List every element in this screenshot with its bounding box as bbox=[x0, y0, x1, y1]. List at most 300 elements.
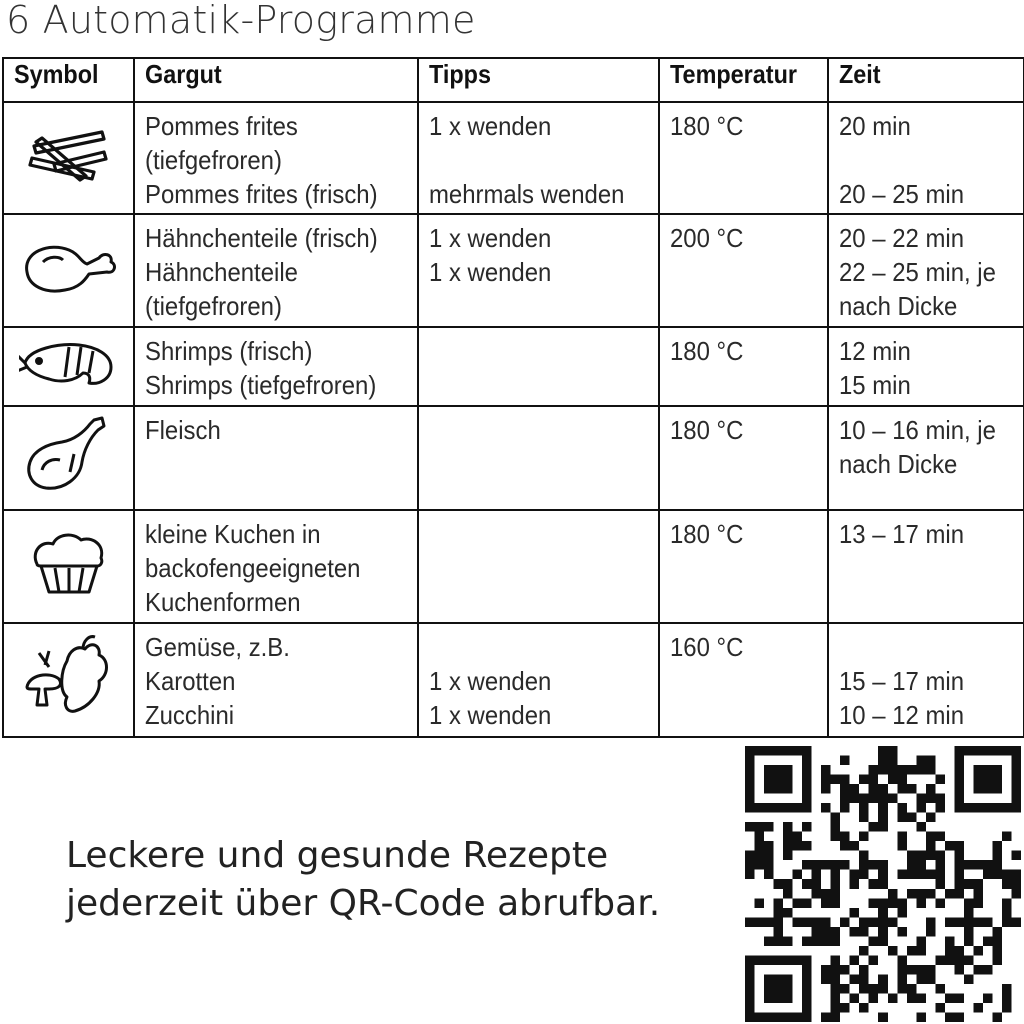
qr-module bbox=[821, 889, 831, 899]
qr-module bbox=[992, 746, 1002, 756]
qr-module bbox=[802, 879, 812, 889]
qr-module bbox=[992, 803, 1002, 813]
qr-module bbox=[812, 889, 822, 899]
tipps-text: 1 x wenden bbox=[429, 257, 552, 287]
qr-module bbox=[954, 756, 964, 766]
qr-module bbox=[745, 775, 755, 785]
qr-module bbox=[992, 870, 1002, 880]
gargut-line bbox=[145, 221, 417, 255]
qr-module bbox=[774, 936, 784, 946]
gargut-line bbox=[145, 334, 417, 368]
qr-module bbox=[793, 955, 803, 965]
qr-module bbox=[755, 822, 765, 832]
qr-module bbox=[907, 993, 917, 1003]
qr-module bbox=[783, 879, 793, 889]
qr-module bbox=[831, 984, 841, 994]
tipps-line bbox=[429, 143, 658, 177]
qr-module bbox=[783, 851, 793, 861]
qr-module bbox=[859, 775, 869, 785]
qr-module bbox=[783, 993, 793, 1003]
qr-module bbox=[907, 860, 917, 870]
qr-module bbox=[802, 917, 812, 927]
qr-module bbox=[745, 746, 755, 756]
qr-module bbox=[802, 860, 812, 870]
qr-module bbox=[926, 756, 936, 766]
qr-module bbox=[840, 965, 850, 975]
qr-module bbox=[916, 860, 926, 870]
zeit-text: nach Dicke bbox=[839, 291, 958, 321]
qr-module bbox=[897, 813, 907, 823]
qr-module bbox=[1002, 870, 1012, 880]
tipps-line bbox=[429, 664, 658, 698]
qr-module bbox=[964, 746, 974, 756]
temperatur-cell bbox=[659, 406, 828, 510]
qr-module bbox=[983, 784, 993, 794]
qr-module bbox=[850, 879, 860, 889]
qr-module bbox=[897, 765, 907, 775]
qr-module bbox=[821, 898, 831, 908]
qr-module bbox=[869, 917, 879, 927]
table-header-row bbox=[3, 58, 1024, 102]
qr-module bbox=[897, 965, 907, 975]
qr-module bbox=[755, 832, 765, 842]
qr-module bbox=[831, 822, 841, 832]
qr-module bbox=[878, 870, 888, 880]
qr-module bbox=[783, 765, 793, 775]
qr-module bbox=[764, 822, 774, 832]
qr-module bbox=[859, 803, 869, 813]
qr-module bbox=[831, 898, 841, 908]
qr-module bbox=[916, 1012, 926, 1022]
qr-module bbox=[973, 917, 983, 927]
tipps-line bbox=[429, 177, 658, 211]
qr-module bbox=[821, 936, 831, 946]
qr-module bbox=[878, 756, 888, 766]
zeit-line bbox=[839, 698, 1023, 732]
qr-module bbox=[907, 813, 917, 823]
qr-module bbox=[755, 955, 765, 965]
qr-module bbox=[821, 965, 831, 975]
gargut-cell bbox=[134, 327, 418, 406]
qr-module bbox=[859, 870, 869, 880]
qr-module bbox=[745, 993, 755, 1003]
zeit-line bbox=[839, 289, 1023, 323]
qr-module bbox=[764, 765, 774, 775]
qr-module bbox=[888, 794, 898, 804]
gargut-text: Shrimps (frisch) bbox=[145, 336, 313, 366]
qr-module bbox=[878, 803, 888, 813]
gargut-line bbox=[145, 551, 417, 585]
qr-module bbox=[916, 756, 926, 766]
qr-module bbox=[783, 803, 793, 813]
qr-module bbox=[878, 813, 888, 823]
symbol-cell bbox=[3, 214, 134, 327]
qr-module bbox=[973, 1003, 983, 1013]
qr-module bbox=[850, 974, 860, 984]
qr-module bbox=[774, 984, 784, 994]
qr-module bbox=[774, 1012, 784, 1022]
qr-module bbox=[954, 860, 964, 870]
qr-module bbox=[774, 974, 784, 984]
qr-module bbox=[821, 775, 831, 785]
qr-module bbox=[983, 870, 993, 880]
qr-module bbox=[897, 984, 907, 994]
qr-module bbox=[945, 955, 955, 965]
qr-module bbox=[745, 765, 755, 775]
qr-module bbox=[878, 898, 888, 908]
qr-module bbox=[973, 775, 983, 785]
qr-module bbox=[954, 765, 964, 775]
zeit-cell bbox=[828, 406, 1024, 510]
qr-module bbox=[764, 974, 774, 984]
tipps-cell bbox=[418, 102, 659, 214]
qr-module bbox=[878, 784, 888, 794]
qr-module bbox=[831, 965, 841, 975]
qr-module bbox=[831, 832, 841, 842]
qr-module bbox=[916, 870, 926, 880]
qr-module bbox=[764, 936, 774, 946]
qr-module bbox=[878, 879, 888, 889]
qr-module bbox=[831, 813, 841, 823]
chicken-leg-icon bbox=[19, 278, 119, 308]
qr-module bbox=[878, 974, 888, 984]
qr-module bbox=[831, 927, 841, 937]
temperatur-cell bbox=[659, 214, 828, 327]
qr-module bbox=[954, 841, 964, 851]
qr-module bbox=[897, 803, 907, 813]
zeit-text: 20 – 25 min bbox=[839, 179, 965, 209]
qr-module bbox=[992, 946, 1002, 956]
qr-module bbox=[954, 1012, 964, 1022]
qr-module bbox=[840, 832, 850, 842]
qr-module bbox=[935, 803, 945, 813]
gargut-text: Karotten bbox=[145, 666, 236, 696]
qr-module bbox=[745, 955, 755, 965]
qr-module bbox=[897, 832, 907, 842]
header-temperatur: Temperatur bbox=[659, 58, 828, 102]
gargut-line bbox=[145, 177, 417, 211]
qr-module bbox=[897, 927, 907, 937]
gargut-line bbox=[145, 255, 417, 289]
qr-module bbox=[783, 822, 793, 832]
qr-module bbox=[992, 851, 1002, 861]
qr-module bbox=[859, 794, 869, 804]
qr-module bbox=[907, 984, 917, 994]
qr-module bbox=[888, 917, 898, 927]
qr-module bbox=[755, 860, 765, 870]
qr-module bbox=[945, 993, 955, 1003]
qr-module bbox=[831, 879, 841, 889]
header-gargut: Gargut bbox=[134, 58, 418, 102]
qr-module bbox=[926, 917, 936, 927]
tipps-text: mehrmals wenden bbox=[429, 179, 625, 209]
qr-module bbox=[812, 917, 822, 927]
gargut-text: Hähnchenteile (frisch) bbox=[145, 223, 378, 253]
gargut-line bbox=[145, 368, 417, 402]
qr-module bbox=[878, 927, 888, 937]
qr-module bbox=[1011, 851, 1021, 861]
qr-module bbox=[964, 908, 974, 918]
qr-module bbox=[802, 993, 812, 1003]
qr-module bbox=[859, 965, 869, 975]
qr-module bbox=[745, 965, 755, 975]
qr-module bbox=[926, 794, 936, 804]
qr-module bbox=[774, 898, 784, 908]
qr-code-icon[interactable] bbox=[745, 746, 1021, 1022]
qr-module bbox=[1011, 889, 1021, 899]
qr-module bbox=[964, 879, 974, 889]
qr-module bbox=[802, 794, 812, 804]
qr-module bbox=[1002, 898, 1012, 908]
qr-module bbox=[964, 955, 974, 965]
table-row bbox=[3, 327, 1024, 406]
qr-module bbox=[812, 927, 822, 937]
symbol-cell bbox=[3, 510, 134, 623]
qr-module bbox=[840, 1003, 850, 1013]
qr-module bbox=[878, 860, 888, 870]
qr-module bbox=[745, 984, 755, 994]
gargut-line bbox=[145, 630, 417, 664]
qr-module bbox=[916, 993, 926, 1003]
qr-module bbox=[745, 870, 755, 880]
qr-module bbox=[888, 746, 898, 756]
qr-module bbox=[945, 917, 955, 927]
qr-module bbox=[745, 974, 755, 984]
gargut-line bbox=[145, 698, 417, 732]
zeit-line bbox=[839, 109, 1023, 143]
qr-module bbox=[878, 765, 888, 775]
qr-module bbox=[764, 746, 774, 756]
header-zeit: Zeit bbox=[828, 58, 1024, 102]
qr-module bbox=[907, 851, 917, 861]
qr-module bbox=[888, 775, 898, 785]
qr-module bbox=[878, 794, 888, 804]
gargut-text: kleine Kuchen in bbox=[145, 519, 321, 549]
qr-module bbox=[945, 889, 955, 899]
qr-module bbox=[869, 822, 879, 832]
tipps-line bbox=[429, 221, 658, 255]
qr-module bbox=[783, 974, 793, 984]
qr-module bbox=[897, 908, 907, 918]
qr-module bbox=[793, 870, 803, 880]
qr-module bbox=[935, 775, 945, 785]
gargut-line bbox=[145, 585, 417, 619]
temperatur-text: 180 °C bbox=[670, 415, 744, 445]
qr-module bbox=[850, 794, 860, 804]
gargut-text: (tiefgefroren) bbox=[145, 145, 282, 175]
qr-module bbox=[745, 803, 755, 813]
qr-module bbox=[793, 832, 803, 842]
qr-module bbox=[859, 984, 869, 994]
qr-module bbox=[945, 1012, 955, 1022]
qr-module bbox=[869, 936, 879, 946]
symbol-cell bbox=[3, 327, 134, 406]
qr-module bbox=[954, 993, 964, 1003]
qr-module bbox=[783, 936, 793, 946]
qr-module bbox=[774, 917, 784, 927]
qr-module bbox=[1011, 917, 1021, 927]
zeit-line bbox=[839, 664, 1023, 698]
symbol-cell bbox=[3, 623, 134, 737]
qr-module bbox=[964, 860, 974, 870]
temperatur-text: 160 °C bbox=[670, 632, 744, 662]
qr-module bbox=[831, 936, 841, 946]
footer-text bbox=[66, 832, 660, 928]
qr-module bbox=[755, 803, 765, 813]
gargut-text: Fleisch bbox=[145, 415, 221, 445]
qr-module bbox=[1002, 746, 1012, 756]
qr-module bbox=[802, 756, 812, 766]
qr-module bbox=[992, 936, 1002, 946]
qr-module bbox=[831, 974, 841, 984]
qr-module bbox=[821, 765, 831, 775]
qr-module bbox=[745, 784, 755, 794]
qr-module bbox=[764, 860, 774, 870]
tipps-cell bbox=[418, 623, 659, 737]
qr-module bbox=[878, 908, 888, 918]
qr-module bbox=[964, 917, 974, 927]
qr-module bbox=[869, 794, 879, 804]
qr-module bbox=[954, 870, 964, 880]
qr-module bbox=[916, 898, 926, 908]
qr-module bbox=[831, 1003, 841, 1013]
qr-module bbox=[774, 908, 784, 918]
qr-module bbox=[983, 917, 993, 927]
qr-module bbox=[755, 746, 765, 756]
zeit-text: 10 – 12 min bbox=[839, 700, 965, 730]
qr-module bbox=[888, 889, 898, 899]
qr-module bbox=[983, 993, 993, 1003]
qr-module bbox=[907, 889, 917, 899]
gargut-text: Pommes frites (frisch) bbox=[145, 179, 378, 209]
qr-module bbox=[774, 746, 784, 756]
table-row bbox=[3, 214, 1024, 327]
qr-module bbox=[812, 860, 822, 870]
temperatur-cell bbox=[659, 510, 828, 623]
qr-module bbox=[888, 756, 898, 766]
gargut-line bbox=[145, 289, 417, 323]
zeit-line bbox=[839, 255, 1023, 289]
qr-module bbox=[745, 794, 755, 804]
qr-module bbox=[935, 898, 945, 908]
qr-module bbox=[755, 841, 765, 851]
qr-module bbox=[850, 870, 860, 880]
qr-module bbox=[1011, 870, 1021, 880]
qr-module bbox=[869, 984, 879, 994]
tipps-line bbox=[429, 289, 658, 323]
zeit-cell bbox=[828, 327, 1024, 406]
qr-module bbox=[992, 775, 1002, 785]
zeit-cell bbox=[828, 102, 1024, 214]
qr-module bbox=[1002, 908, 1012, 918]
zeit-line bbox=[839, 221, 1023, 255]
zeit-line bbox=[839, 177, 1023, 211]
temperatur-text: 180 °C bbox=[670, 519, 744, 549]
qr-module bbox=[802, 746, 812, 756]
qr-module bbox=[964, 974, 974, 984]
qr-module bbox=[935, 984, 945, 994]
vegetables-icon bbox=[19, 697, 119, 727]
qr-module bbox=[802, 841, 812, 851]
qr-module bbox=[783, 784, 793, 794]
qr-module bbox=[964, 936, 974, 946]
zeit-text: 15 – 17 min bbox=[839, 666, 965, 696]
qr-module bbox=[745, 1012, 755, 1022]
qr-module bbox=[935, 860, 945, 870]
qr-module bbox=[954, 775, 964, 785]
qr-module bbox=[764, 993, 774, 1003]
temperatur-text: 180 °C bbox=[670, 336, 744, 366]
qr-module bbox=[1011, 756, 1021, 766]
tipps-cell bbox=[418, 214, 659, 327]
symbol-cell bbox=[3, 406, 134, 510]
gargut-text: Gemüse, z.B. bbox=[145, 632, 290, 662]
qr-module bbox=[954, 794, 964, 804]
qr-module bbox=[878, 746, 888, 756]
qr-module bbox=[954, 917, 964, 927]
qr-module bbox=[954, 803, 964, 813]
qr-module bbox=[821, 974, 831, 984]
qr-module bbox=[821, 784, 831, 794]
qr-module bbox=[869, 765, 879, 775]
qr-module bbox=[802, 803, 812, 813]
qr-module bbox=[1002, 1003, 1012, 1013]
qr-module bbox=[916, 803, 926, 813]
qr-module bbox=[764, 917, 774, 927]
qr-module bbox=[945, 936, 955, 946]
qr-module bbox=[745, 822, 755, 832]
qr-module bbox=[992, 1012, 1002, 1022]
qr-module bbox=[916, 851, 926, 861]
qr-module bbox=[812, 870, 822, 880]
qr-module bbox=[916, 765, 926, 775]
qr-module bbox=[1002, 917, 1012, 927]
qr-module bbox=[774, 765, 784, 775]
gargut-text: Kuchenformen bbox=[145, 587, 301, 617]
qr-module bbox=[831, 1012, 841, 1022]
zeit-text: 20 min bbox=[839, 111, 911, 141]
qr-module bbox=[954, 955, 964, 965]
qr-module bbox=[869, 775, 879, 785]
qr-module bbox=[1002, 984, 1012, 994]
qr-module bbox=[926, 813, 936, 823]
meat-icon bbox=[24, 470, 114, 500]
qr-module bbox=[812, 879, 822, 889]
qr-module bbox=[935, 794, 945, 804]
qr-module bbox=[831, 860, 841, 870]
qr-module bbox=[916, 889, 926, 899]
qr-module bbox=[821, 917, 831, 927]
zeit-text: nach Dicke bbox=[839, 449, 958, 479]
qr-module bbox=[859, 813, 869, 823]
qr-module bbox=[859, 832, 869, 842]
qr-module bbox=[926, 927, 936, 937]
qr-module bbox=[945, 946, 955, 956]
zeit-line bbox=[839, 447, 1023, 481]
gargut-cell bbox=[134, 623, 418, 737]
zeit-text: 20 – 22 min bbox=[839, 223, 965, 253]
qr-module bbox=[783, 775, 793, 785]
qr-module bbox=[935, 879, 945, 889]
qr-module bbox=[973, 889, 983, 899]
tipps-line bbox=[429, 109, 658, 143]
tipps-text: 1 x wenden bbox=[429, 111, 552, 141]
qr-module bbox=[850, 955, 860, 965]
qr-module bbox=[802, 784, 812, 794]
qr-module bbox=[840, 917, 850, 927]
qr-module bbox=[878, 1012, 888, 1022]
qr-module bbox=[859, 851, 869, 861]
